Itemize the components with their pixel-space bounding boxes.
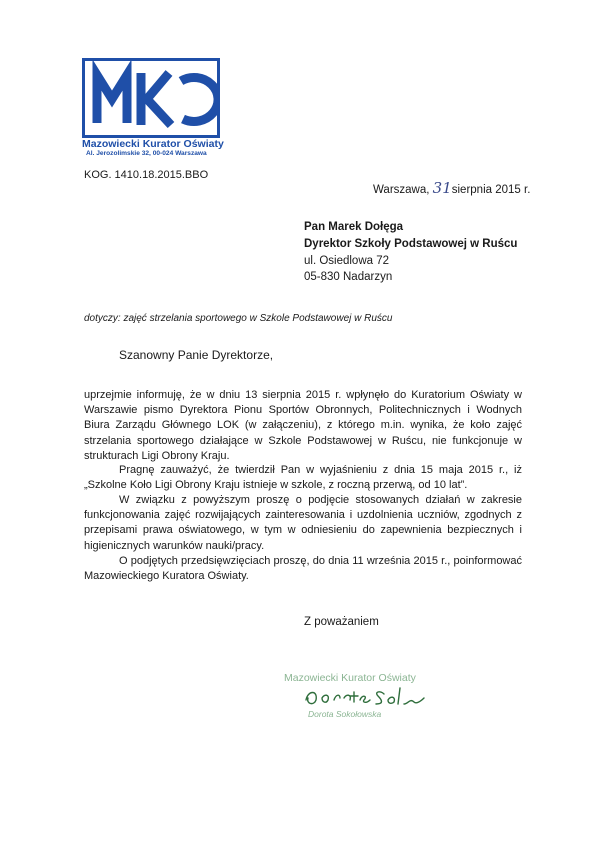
subject-line: dotyczy: zajęć strzelania sportowego w Szkole Podstawowej w Ruścu	[84, 313, 393, 324]
logo	[82, 58, 220, 138]
body-paragraph-1: uprzejmie informuję, że w dniu 13 sierpnia 2015 r. wpłynęło do Kuratorium Oświaty w Warszawie pismo Dyrektora Pionu Sportów Obronnych, Politechnicznych i Wodnych Biura Zarządu Głównego LOK (w załączeniu), z którego m.in. wynika, że koło zajęć strzelania sportowego działające w Szkole Podstawowej w Ruścu, nie funkcjonuje w strukturach Ligi Obrony Kraju.	[84, 389, 522, 462]
recipient-city: 05-830 Nadarzyn	[304, 271, 393, 283]
organization-name: Mazowiecki Kurator Oświaty	[82, 138, 224, 150]
handwritten-signature-icon	[300, 680, 430, 710]
body-paragraph-2: Pragnę zauważyć, że twierdził Pan w wyjaśnieniu z dnia 15 maja 2015 r., iż „Szkolne Koło Ligi Obrony Kraju istnieje w szkole, z roczną przerwą, od 10 lat”.	[84, 464, 522, 492]
body-paragraph-3: W związku z powyższym proszę o podjęcie stosowanych działań w zakresie funkcjonowania zajęć rozwijających zainteresowania i uzdolnienia uczniów, zgodnych z przepisami prawa oświatowego, w tym w odniesieniu do zapewnienia bezpiecznych i higienicznych warunków nauki/pracy.	[84, 494, 522, 552]
date-rest: sierpnia 2015 r.	[451, 184, 531, 196]
body-paragraph-4: O podjętych przedsięwzięciach proszę, do dnia 11 września 2015 r., poinformować Mazowieckiego Kuratora Oświaty.	[84, 555, 522, 583]
letter-date	[373, 179, 530, 197]
mko-logo-icon	[85, 61, 217, 135]
salutation: Szanowny Panie Dyrektorze,	[119, 348, 274, 362]
date-city: Warszawa,	[373, 184, 430, 196]
closing: Z poważaniem	[304, 616, 379, 628]
reference-number: KOG. 1410.18.2015.BBO	[84, 169, 209, 181]
recipient-title: Dyrektor Szkoły Podstawowej w Ruścu	[304, 238, 518, 250]
recipient-street: ul. Osiedlowa 72	[304, 255, 390, 267]
stamp-signatory-name: Dorota Sokołowska	[308, 709, 382, 719]
stamp-title: Mazowiecki Kurator Oświaty	[284, 672, 416, 684]
recipient-name: Pan Marek Dołęga	[304, 221, 404, 233]
organization-address: Al. Jerozolimskie 32, 00-024 Warszawa	[86, 150, 207, 157]
date-day: 31	[432, 179, 452, 197]
